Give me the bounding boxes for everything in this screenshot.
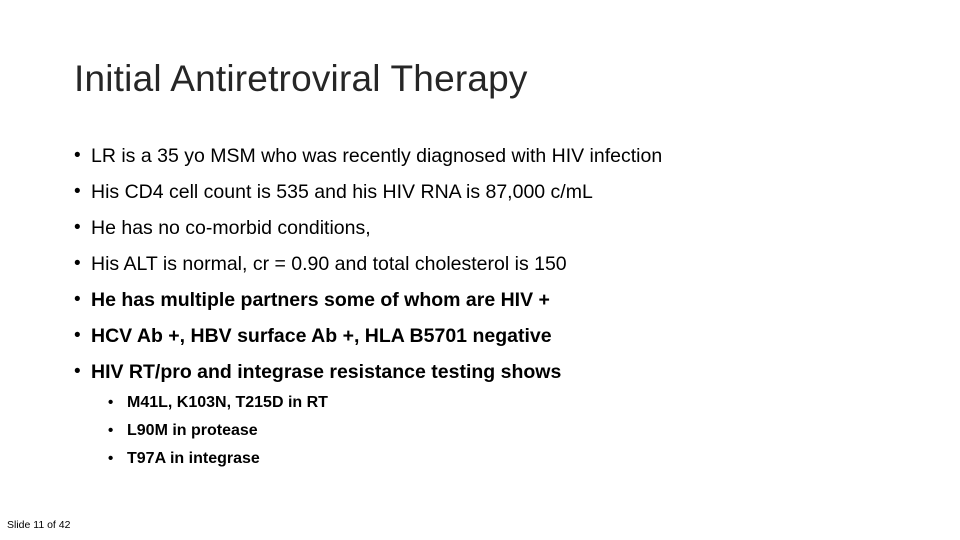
bullet-marker: • — [74, 253, 81, 274]
bullet-text: His ALT is normal, cr = 0.90 and total cholesterol is 150 — [91, 253, 567, 275]
bullet-text: HCV Ab +, HBV surface Ab +, HLA B5701 negative — [91, 325, 552, 347]
bullet-text: His CD4 cell count is 535 and his HIV RNA is 87,000 c/mL — [91, 181, 593, 203]
bullet-marker: • — [74, 325, 81, 346]
slide-title: Initial Antiretroviral Therapy — [74, 58, 528, 99]
sub-bullet-text: M41L, K103N, T215D in RT — [127, 394, 328, 411]
bullet-marker: • — [74, 217, 81, 238]
bullet-marker: • — [74, 145, 81, 166]
sub-bullet-marker: • — [108, 422, 114, 439]
sub-bullet-text: L90M in protease — [127, 422, 258, 439]
sub-bullet-marker: • — [108, 394, 114, 411]
bullet-text: He has multiple partners some of whom are HIV + — [91, 289, 550, 311]
bullet-text: He has no co-morbid conditions, — [91, 217, 371, 239]
slide-number-footer: Slide 11 of 42 — [7, 519, 71, 531]
bullet-text: HIV RT/pro and integrase resistance testing shows — [91, 361, 562, 383]
bullet-marker: • — [74, 361, 81, 382]
sub-bullet-marker: • — [108, 450, 114, 467]
sub-bullet-text: T97A in integrase — [127, 450, 260, 467]
bullet-text: LR is a 35 yo MSM who was recently diagnosed with HIV infection — [91, 145, 663, 167]
bullet-marker: • — [74, 289, 81, 310]
bullet-marker: • — [74, 181, 81, 202]
